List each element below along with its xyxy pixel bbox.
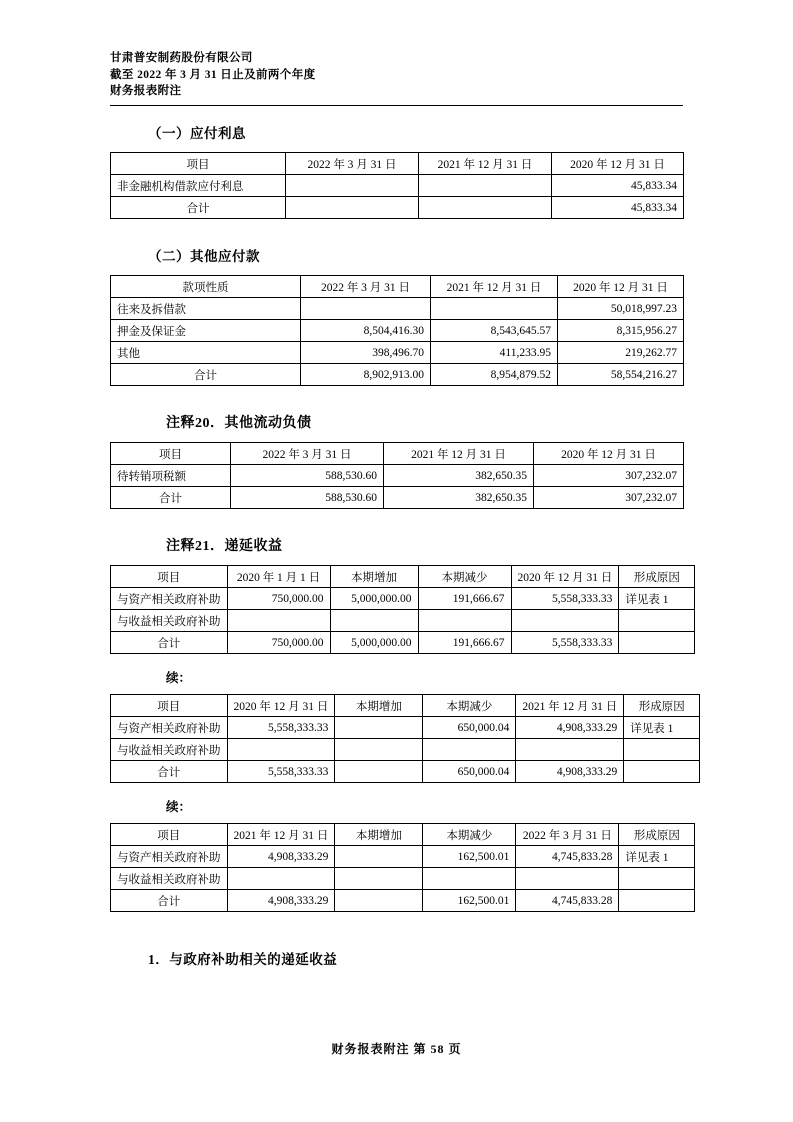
cell: 8,315,956.27 [558, 320, 684, 342]
cell [335, 717, 423, 739]
table-row [111, 610, 695, 632]
cell: 与资产相关政府补助 [111, 588, 228, 610]
cell: 合计 [111, 632, 228, 654]
col-header: 2022 年 3 月 31 日 [286, 153, 419, 175]
table-header-row [111, 443, 684, 465]
cell: 382,650.35 [384, 487, 534, 509]
table-row [111, 846, 695, 868]
cell [335, 846, 423, 868]
col-header: 2020 年 12 月 31 日 [227, 695, 335, 717]
cell: 与收益相关政府补助 [111, 739, 228, 761]
continued-label: 续： [166, 671, 192, 685]
col-header: 项目 [111, 443, 231, 465]
cell [624, 761, 700, 783]
cell: 307,232.07 [534, 465, 684, 487]
cell [330, 610, 418, 632]
col-header: 2021 年 12 月 31 日 [227, 824, 335, 846]
cell [619, 632, 695, 654]
cell: 合计 [111, 890, 228, 912]
col-header: 本期增加 [335, 695, 423, 717]
table-header-row [111, 276, 684, 298]
cell: 与资产相关政府补助 [111, 846, 228, 868]
cell [301, 298, 431, 320]
table-interest-payable [110, 152, 684, 219]
cell: 50,018,997.23 [558, 298, 684, 320]
col-header: 2021 年 12 月 31 日 [431, 276, 558, 298]
cell [286, 197, 419, 219]
section-interest-payable [0, 122, 793, 219]
cell [619, 868, 695, 890]
cell: 合计 [111, 364, 301, 386]
cell: 与收益相关政府补助 [111, 610, 228, 632]
col-header: 2020 年 12 月 31 日 [511, 566, 619, 588]
cell [619, 890, 695, 912]
col-header: 2021 年 12 月 31 日 [419, 153, 552, 175]
table-other-current-liabilities [110, 442, 684, 509]
cell [335, 868, 423, 890]
cell: 非金融机构借款应付利息 [111, 175, 286, 197]
section-deferred-income [0, 535, 793, 912]
cell: 8,902,913.00 [301, 364, 431, 386]
col-header: 2022 年 3 月 31 日 [231, 443, 384, 465]
cell: 与资产相关政府补助 [111, 717, 228, 739]
col-header: 2022 年 3 月 31 日 [516, 824, 619, 846]
cell: 详见表 1 [619, 846, 695, 868]
col-header: 形成原因 [619, 824, 695, 846]
col-header: 款项性质 [111, 276, 301, 298]
table-header-row [111, 695, 700, 717]
col-header: 2020 年 12 月 31 日 [558, 276, 684, 298]
cell: 往来及拆借款 [111, 298, 301, 320]
col-header: 2021 年 12 月 31 日 [384, 443, 534, 465]
cell: 750,000.00 [227, 632, 330, 654]
cell: 与收益相关政府补助 [111, 868, 228, 890]
cell: 合计 [111, 487, 231, 509]
cell [419, 175, 552, 197]
col-header: 本期增加 [335, 824, 423, 846]
cell [227, 868, 335, 890]
cell: 5,558,333.33 [511, 632, 619, 654]
col-header: 2020 年 12 月 31 日 [534, 443, 684, 465]
cell: 398,496.70 [301, 342, 431, 364]
table-row [111, 320, 684, 342]
section-title: 注释21．递延收益 [166, 539, 283, 554]
cell [431, 298, 558, 320]
header-period: 截至 2022 年 3 月 31 日止及前两个年度 [110, 68, 316, 81]
cell: 4,908,333.29 [227, 846, 335, 868]
cell: 307,232.07 [534, 487, 684, 509]
table-row [111, 487, 684, 509]
cell [418, 610, 511, 632]
col-header: 2021 年 12 月 31 日 [516, 695, 624, 717]
cell [516, 868, 619, 890]
table-row [111, 364, 684, 386]
page-footer: 财务报表附注 第 58 页 [331, 1042, 462, 1056]
col-header: 形成原因 [624, 695, 700, 717]
col-header: 形成原因 [619, 566, 695, 588]
cell [419, 197, 552, 219]
cell: 5,558,333.33 [227, 717, 335, 739]
col-header: 本期减少 [418, 566, 511, 588]
section-title: 注释20．其他流动负债 [166, 416, 312, 431]
cell: 4,745,833.28 [516, 890, 619, 912]
header-company-name: 甘肃普安制药股份有限公司 [110, 52, 253, 64]
section-title: （二）其他应付款 [148, 249, 260, 264]
cell: 191,666.67 [418, 588, 511, 610]
cell: 45,833.34 [552, 197, 684, 219]
cell: 8,504,416.30 [301, 320, 431, 342]
cell [516, 739, 624, 761]
section-other-current-liabilities [0, 412, 793, 509]
table-row [111, 717, 700, 739]
continued-label: 续： [166, 800, 192, 814]
cell: 650,000.04 [423, 761, 516, 783]
col-header: 2020 年 1 月 1 日 [227, 566, 330, 588]
cell [286, 175, 419, 197]
cell: 4,745,833.28 [516, 846, 619, 868]
col-header: 项目 [111, 153, 286, 175]
table-row [111, 465, 684, 487]
cell [335, 890, 423, 912]
table-row [111, 632, 695, 654]
col-header: 2022 年 3 月 31 日 [301, 276, 431, 298]
table-deferred-income-2021 [110, 694, 700, 783]
header-doc-type: 财务报表附注 [110, 85, 182, 97]
subsection-title: 1．与政府补助相关的递延收益 [148, 952, 338, 967]
cell: 详见表 1 [619, 588, 695, 610]
cell: 58,554,216.27 [558, 364, 684, 386]
table-row [111, 761, 700, 783]
cell: 其他 [111, 342, 301, 364]
section-title: （一）应付利息 [148, 126, 246, 141]
cell [423, 868, 516, 890]
table-row [111, 890, 695, 912]
table-deferred-income-2022 [110, 823, 695, 912]
cell [227, 610, 330, 632]
cell: 588,530.60 [231, 487, 384, 509]
table-row [111, 868, 695, 890]
page-content [0, 122, 793, 978]
cell: 411,233.95 [431, 342, 558, 364]
table-row [111, 175, 684, 197]
cell: 4,908,333.29 [516, 717, 624, 739]
cell [624, 739, 700, 761]
col-header: 本期减少 [423, 824, 516, 846]
cell: 162,500.01 [423, 890, 516, 912]
cell: 219,262.77 [558, 342, 684, 364]
col-header: 项目 [111, 695, 228, 717]
cell: 待转销项税额 [111, 465, 231, 487]
cell: 650,000.04 [423, 717, 516, 739]
cell: 合计 [111, 197, 286, 219]
cell: 合计 [111, 761, 228, 783]
table-row [111, 298, 684, 320]
cell [619, 610, 695, 632]
cell: 45,833.34 [552, 175, 684, 197]
cell: 详见表 1 [624, 717, 700, 739]
cell [335, 761, 423, 783]
table-row [111, 588, 695, 610]
cell: 5,000,000.00 [330, 588, 418, 610]
cell [335, 739, 423, 761]
cell: 750,000.00 [227, 588, 330, 610]
cell: 5,000,000.00 [330, 632, 418, 654]
col-header: 本期减少 [423, 695, 516, 717]
table-row [111, 739, 700, 761]
table-header-row [111, 824, 695, 846]
section-other-payables [0, 245, 793, 386]
table-row [111, 197, 684, 219]
col-header: 项目 [111, 824, 228, 846]
table-deferred-income-2020 [110, 565, 695, 654]
cell: 5,558,333.33 [227, 761, 335, 783]
cell: 382,650.35 [384, 465, 534, 487]
cell: 8,954,879.52 [431, 364, 558, 386]
cell: 162,500.01 [423, 846, 516, 868]
col-header: 2020 年 12 月 31 日 [552, 153, 684, 175]
cell: 4,908,333.29 [516, 761, 624, 783]
cell: 押金及保证金 [111, 320, 301, 342]
cell: 588,530.60 [231, 465, 384, 487]
col-header: 项目 [111, 566, 228, 588]
cell [423, 739, 516, 761]
cell: 191,666.67 [418, 632, 511, 654]
cell: 8,543,645.57 [431, 320, 558, 342]
table-header-row [111, 153, 684, 175]
cell [227, 739, 335, 761]
table-row [111, 342, 684, 364]
page-header [110, 50, 683, 106]
cell [511, 610, 619, 632]
cell: 5,558,333.33 [511, 588, 619, 610]
table-header-row [111, 566, 695, 588]
table-other-payables [110, 275, 684, 386]
cell: 4,908,333.29 [227, 890, 335, 912]
col-header: 本期增加 [330, 566, 418, 588]
